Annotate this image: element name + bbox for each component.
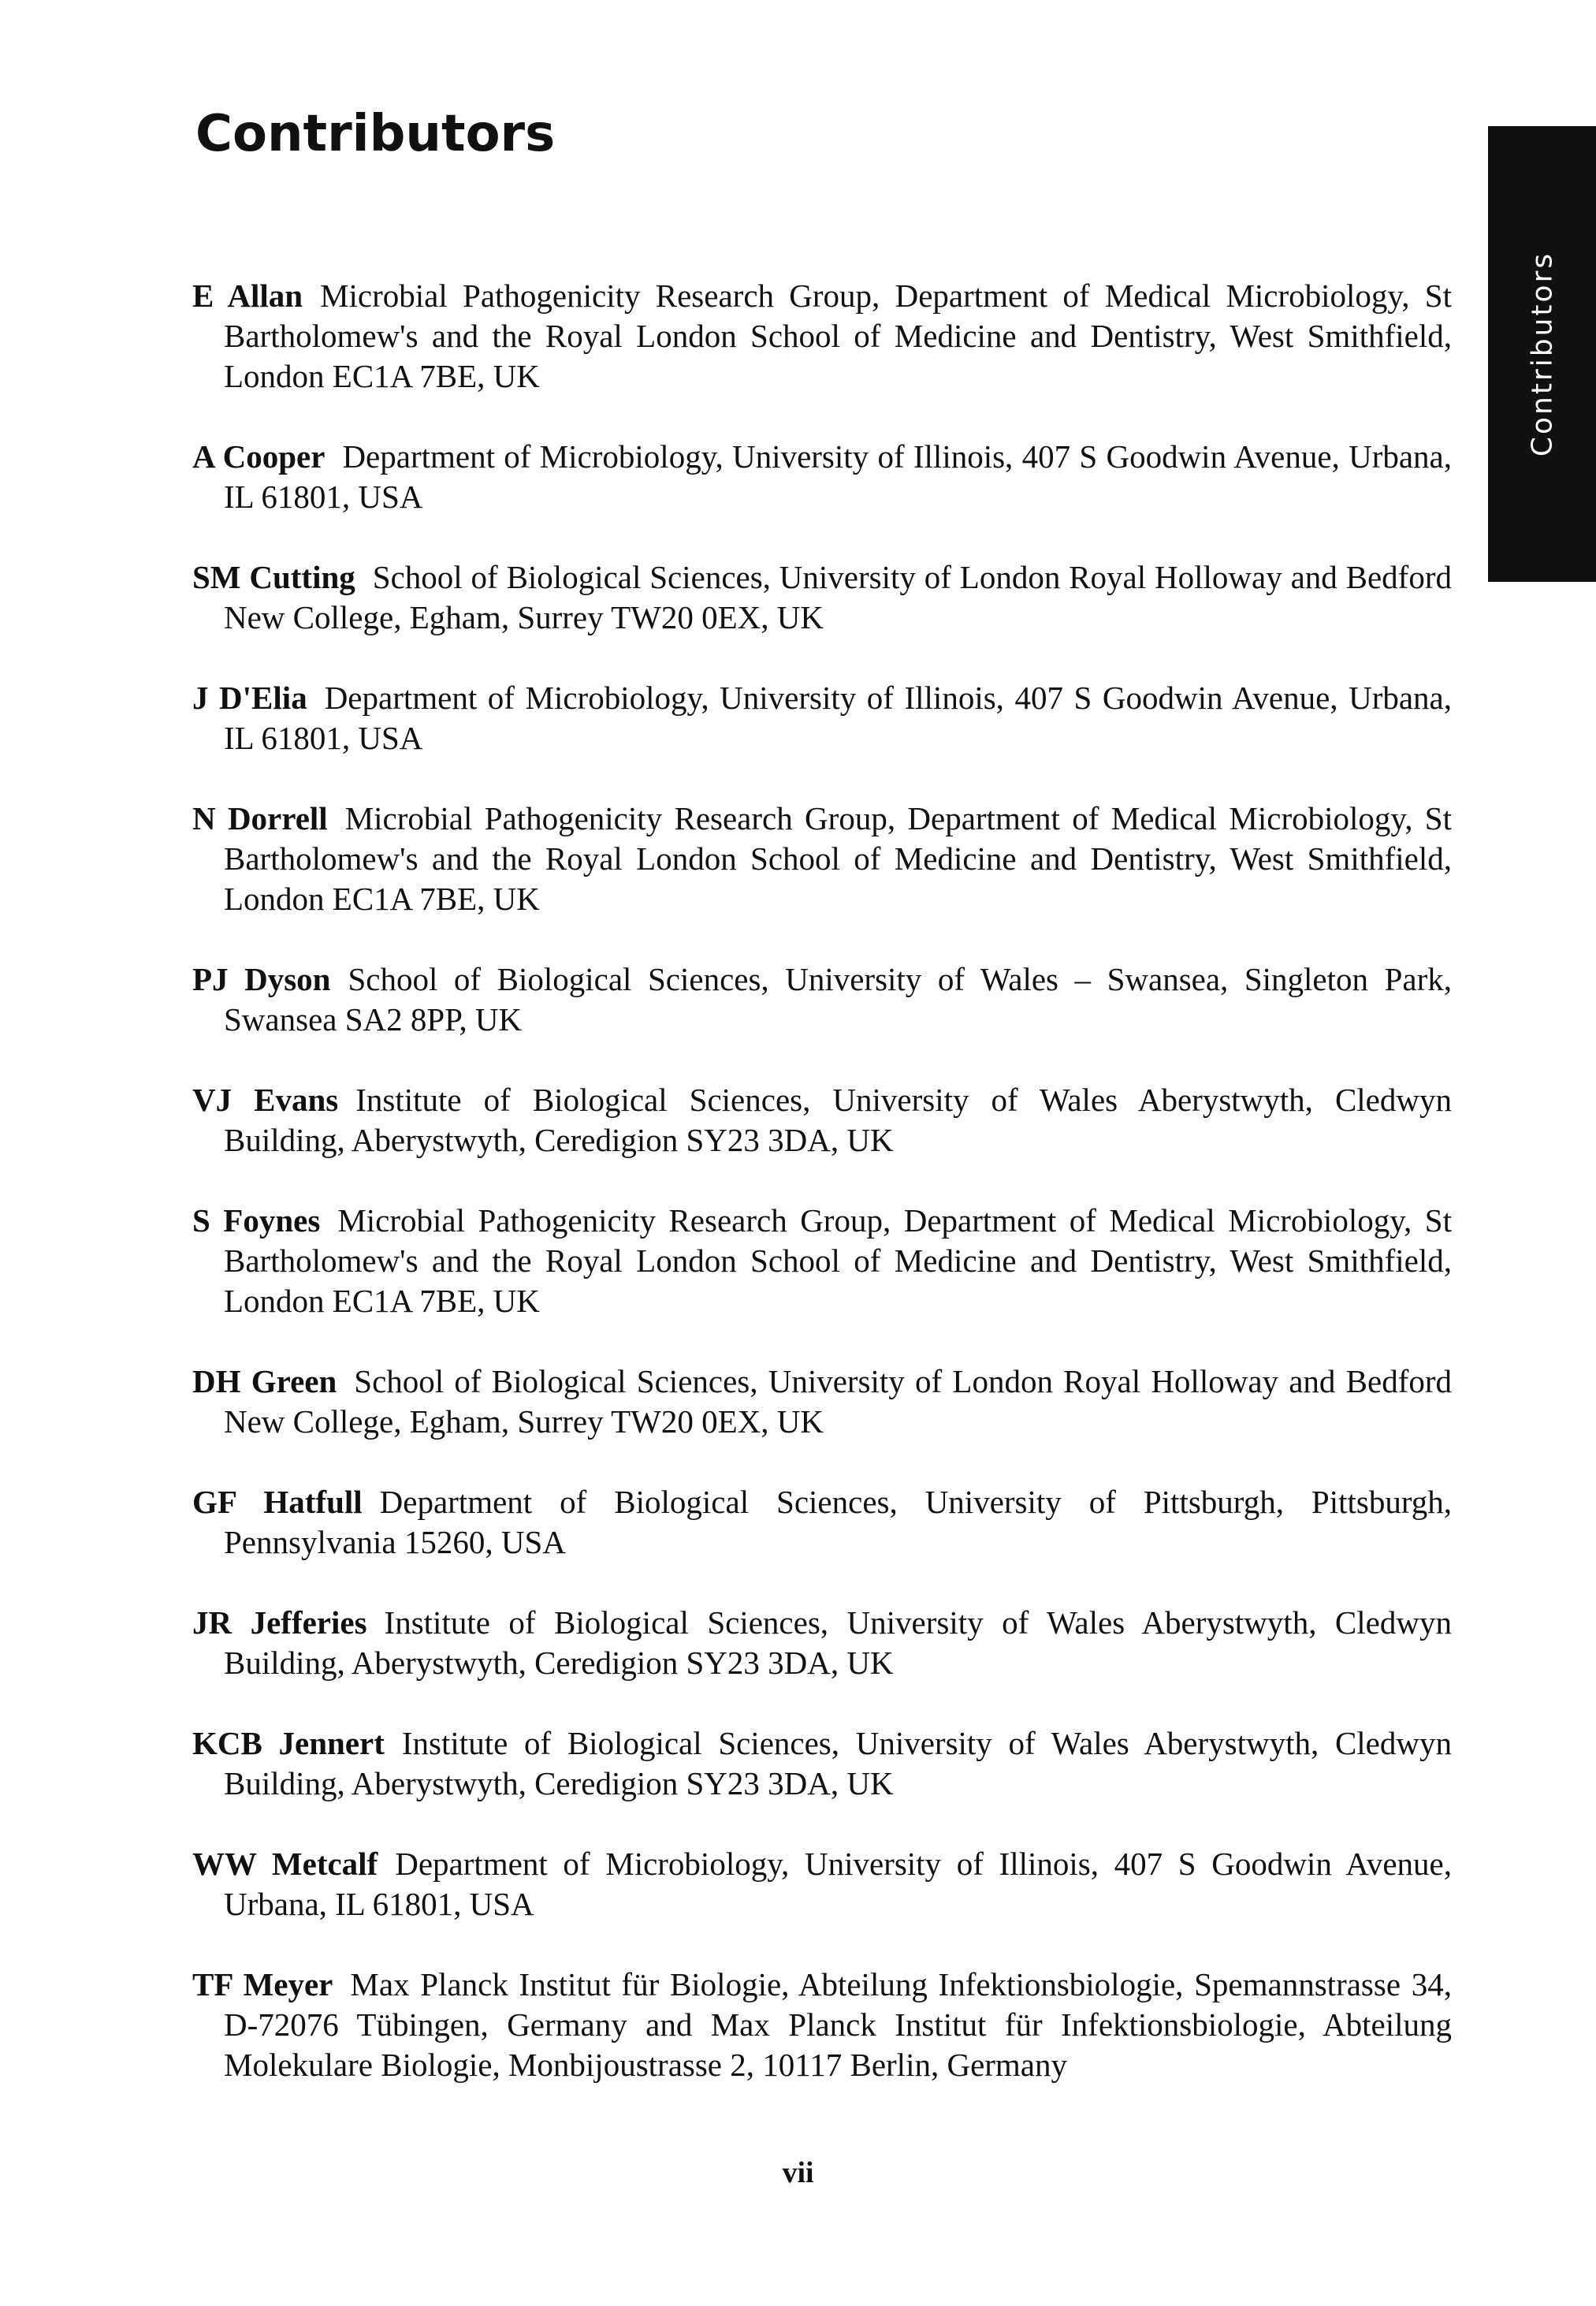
contributor-name: JR Jefferies bbox=[192, 1604, 367, 1641]
contributor-name: TF Meyer bbox=[192, 1966, 333, 2002]
contributor-affiliation: School of Biological Sciences, University of London Royal Holloway and Bedford New College, Egham, Surrey TW20 0EX, UK bbox=[224, 1363, 1453, 1440]
contributor-name: WW Metcalf bbox=[192, 1846, 378, 1882]
contributor-affiliation: Institute of Biological Sciences, University of Wales Aberystwyth, Cledwyn Building, Aberystwyth, Ceredigion SY23 3DA, UK bbox=[224, 1725, 1452, 1801]
contributor-affiliation: Microbial Pathogenicity Research Group, Department of Medical Microbiology, St Bartholomew's and the Royal London School of Medicine and Dentistry, West Smithfield, London EC1A 7BE, UK bbox=[224, 278, 1452, 394]
contributor-entry bbox=[192, 1482, 1452, 1563]
contributor-affiliation: Max Planck Institut für Biologie, Abteilung Infektionsbiologie, Spemannstrasse 34, D-72076 Tübingen, Germany and Max Planck Institut für Infektionsbiologie, Abteilung Molekulare Biologie, Monbijoustrasse 2, 10117 Berlin, Germany bbox=[224, 1966, 1452, 2083]
contributor-name: S Foynes bbox=[192, 1202, 321, 1239]
contributor-affiliation: School of Biological Sciences, University of Wales – Swansea, Singleton Park, Swansea SA2 8PP, UK bbox=[224, 961, 1452, 1038]
page-number: vii bbox=[782, 2156, 814, 2189]
contributor-entry bbox=[192, 1723, 1452, 1804]
contributor-name: J D'Elia bbox=[192, 680, 307, 716]
contributor-entry bbox=[192, 1965, 1452, 2085]
section-thumb-tab-label: Contributors bbox=[1526, 251, 1558, 457]
contributor-entry bbox=[192, 1603, 1452, 1683]
contributor-affiliation: Department of Microbiology, University of Illinois, 407 S Goodwin Avenue, Urbana, IL 61801, USA bbox=[224, 1846, 1452, 1922]
contributor-entry bbox=[192, 678, 1452, 758]
contributor-name: PJ Dyson bbox=[192, 961, 331, 997]
contributor-affiliation: Department of Microbiology, University of Illinois, 407 S Goodwin Avenue, Urbana, IL 61801, USA bbox=[224, 680, 1452, 756]
contributor-affiliation: Department of Microbiology, University of Illinois, 407 S Goodwin Avenue, Urbana, IL 61801, USA bbox=[224, 438, 1453, 515]
contributor-entry bbox=[192, 1844, 1452, 1924]
contributor-name: VJ Evans bbox=[192, 1082, 339, 1118]
contributor-entry bbox=[192, 1080, 1452, 1160]
contributor-name: SM Cutting bbox=[192, 559, 355, 595]
contributor-entry bbox=[192, 799, 1452, 919]
contributor-entry bbox=[192, 557, 1452, 638]
contributor-affiliation: Microbial Pathogenicity Research Group, Department of Medical Microbiology, St Bartholomew's and the Royal London School of Medicine and Dentistry, West Smithfield, London EC1A 7BE, UK bbox=[224, 1202, 1452, 1319]
contributor-affiliation: Institute of Biological Sciences, University of Wales Aberystwyth, Cledwyn Building, Aberystwyth, Ceredigion SY23 3DA, UK bbox=[224, 1604, 1452, 1681]
contributor-name: E Allan bbox=[192, 278, 303, 314]
contributor-affiliation: Department of Biological Sciences, University of Pittsburgh, Pittsburgh, Pennsylvania 15260, USA bbox=[224, 1484, 1453, 1560]
section-thumb-tab bbox=[1488, 126, 1596, 582]
contributor-affiliation: School of Biological Sciences, University of London Royal Holloway and Bedford New College, Egham, Surrey TW20 0EX, UK bbox=[224, 559, 1452, 635]
contributor-name: N Dorrell bbox=[192, 800, 328, 836]
contributor-entry bbox=[192, 959, 1452, 1040]
contributor-name: DH Green bbox=[192, 1363, 337, 1399]
contributor-name: GF Hatfull bbox=[192, 1484, 363, 1520]
contributor-entry bbox=[192, 437, 1452, 517]
page-title: Contributors bbox=[195, 105, 556, 163]
contributor-entry bbox=[192, 1201, 1452, 1321]
contributor-affiliation: Institute of Biological Sciences, University of Wales Aberystwyth, Cledwyn Building, Aberystwyth, Ceredigion SY23 3DA, UK bbox=[224, 1082, 1452, 1158]
contributor-name: KCB Jennert bbox=[192, 1725, 385, 1761]
contributor-entry bbox=[192, 1362, 1452, 1442]
contributor-name: A Cooper bbox=[192, 438, 326, 475]
contributor-list bbox=[192, 276, 1452, 2125]
contributor-affiliation: Microbial Pathogenicity Research Group, Department of Medical Microbiology, St Bartholomew's and the Royal London School of Medicine and Dentistry, West Smithfield, London EC1A 7BE, UK bbox=[224, 800, 1452, 917]
contributor-entry bbox=[192, 276, 1452, 397]
